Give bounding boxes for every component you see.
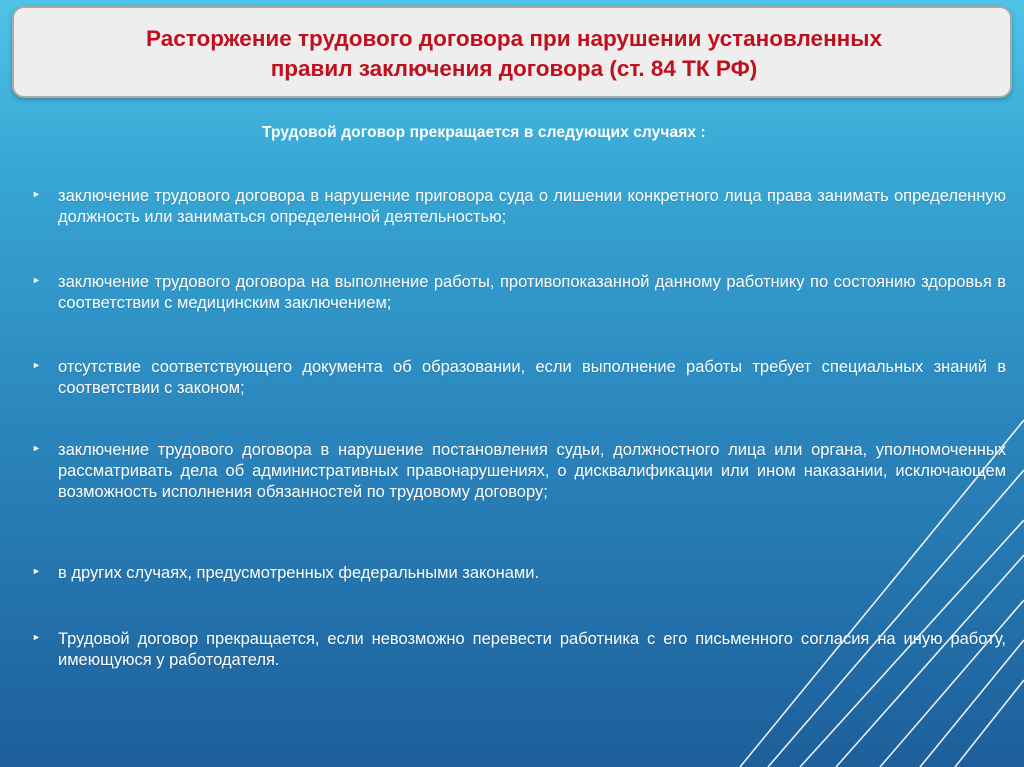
triangle-bullet-icon: ► (32, 189, 41, 199)
slide-title-line-1: Расторжение трудового договора при нарушении установленных (146, 26, 882, 51)
list-item-1: заключение трудового договора в нарушение приговора суда о лишении конкретного лица права занимать определенную должность или заниматься определенной деятельностью; (58, 187, 1006, 226)
list-item-5: в других случаях, предусмотренных федеральными законами. (58, 564, 540, 582)
triangle-bullet-icon: ► (32, 632, 41, 642)
list-item-6: Трудовой договор прекращается, если невозможно перевести работника с его письменного согласия на иную работу, имеющуюся у работодателя. (58, 630, 1006, 669)
list-item-3: отсутствие соответствующего документа об образовании, если выполнение работы требует специальных знаний в соответствии с законом; (58, 358, 1006, 397)
slide-subtitle: Трудовой договор прекращается в следующих случаях : (262, 124, 706, 141)
list-item-2: заключение трудового договора на выполнение работы, противопоказанной данному работнику по состоянию здоровья в соответствии с медицинским заключением; (58, 273, 1006, 312)
list-item-4: заключение трудового договора в нарушение постановления судьи, должностного лица или органа, уполномоченных рассматривать дела об административных правонарушениях, о дисквалификации или ином наказании, исключающем возможность исполнения обязанностей по трудовому договору; (58, 441, 1006, 501)
triangle-bullet-icon: ► (32, 360, 41, 370)
triangle-bullet-icon: ► (32, 443, 41, 453)
triangle-bullet-icon: ► (32, 275, 41, 285)
triangle-bullet-icon: ► (32, 566, 41, 576)
slide-title-line-2: правил заключения договора (ст. 84 ТК РФ) (270, 56, 758, 81)
